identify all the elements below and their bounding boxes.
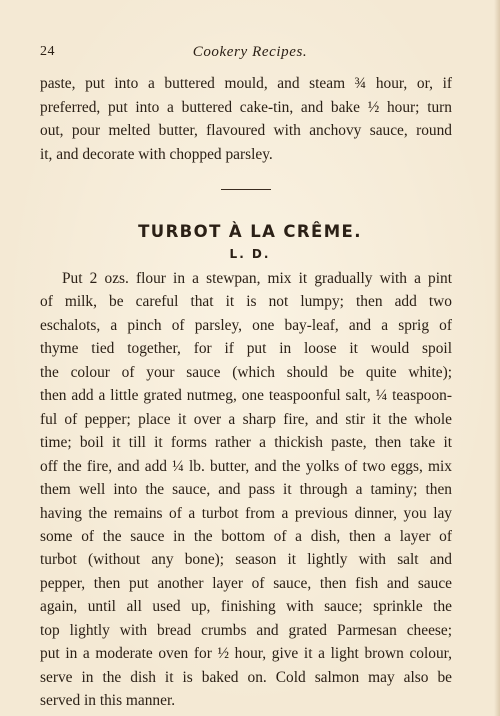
text-line: having the remains of a turbot from a previous dinner, you lay [40, 504, 452, 522]
text-line: preferred, put into a buttered cake-tin, and bake ½ hour; turn [40, 98, 452, 116]
text-line: ful of pepper; place it over a sharp fire, and stir it the whole [40, 410, 452, 428]
running-title: Cookery Recipes. [192, 44, 308, 60]
page-number: 24 [40, 44, 55, 59]
continued-paragraph [40, 72, 452, 166]
text-line: it, and decorate with chopped parsley. [40, 145, 273, 163]
text-line: put in a moderate oven for ½ hour, give it a light brown colour, [40, 645, 452, 663]
text-line: turbot (without any bone); season it lightly with salt and [40, 551, 452, 569]
running-head [40, 44, 460, 64]
recipe-author: L. D. [229, 247, 271, 261]
text-line: time; boil it till it forms rather a thickish paste, then take it [40, 434, 452, 452]
text-line: serve in the dish it is baked on. Cold salmon may also be [40, 668, 452, 686]
text-line: paste, put into a buttered mould, and steam ¾ hour, or, if [40, 75, 452, 92]
text-line: again, until all used up, finishing with sauce; sprinkle the [40, 598, 452, 616]
text-line: of milk, be careful that it is not lumpy; then add two [40, 293, 452, 311]
text-line: served in this manner. [40, 692, 176, 710]
text-line: thyme tied together, for if put in loose it would spoil [40, 340, 452, 358]
text-line: them well into the sauce, and pass it through a taminy; then [40, 481, 452, 499]
text-line: pepper, then put another layer of sauce, then fish and sauce [40, 574, 452, 592]
recipe-title: TURBOT À LA CRÊME. [138, 222, 362, 241]
page-edge-shadow [494, 0, 500, 716]
recipe-body [40, 267, 452, 713]
text-line: the colour of your sauce (which should be quite white); [40, 363, 452, 381]
text-line: Put 2 ozs. flour in a stewpan, mix it gradually with a pint [62, 270, 452, 287]
text-line: eschalots, a pinch of parsley, one bay-leaf, and a sprig of [40, 316, 452, 334]
text-line: then add a little grated nutmeg, one teaspoonful salt, ¼ teaspoon- [40, 387, 452, 405]
text-line: some of the sauce in the bottom of a dish, then a layer of [40, 527, 452, 545]
text-line: out, pour melted butter, flavoured with anchovy sauce, round [40, 122, 452, 139]
text-line: top lightly with bread crumbs and grated Parmesan cheese; [40, 621, 452, 639]
text-line: off the fire, and add ¼ lb. butter, and the yolks of two eggs, mix [40, 457, 452, 475]
section-divider [221, 189, 271, 190]
